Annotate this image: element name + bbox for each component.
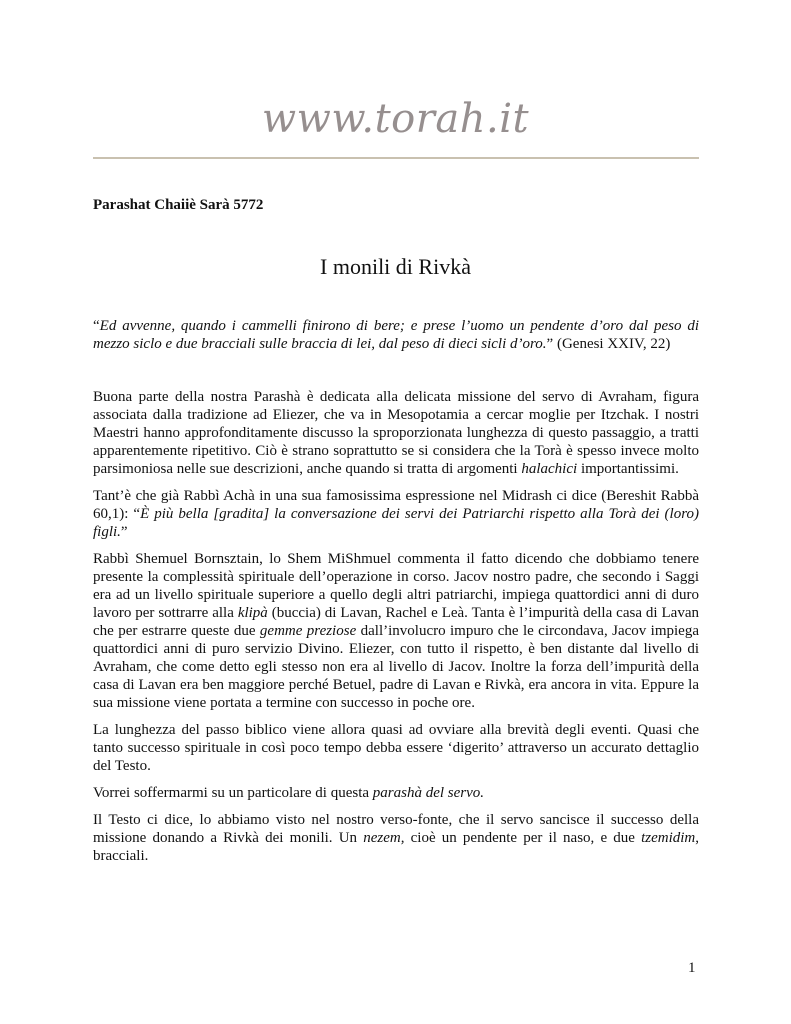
paragraph-emphasis: parashà del servo. bbox=[372, 785, 485, 801]
paragraph-text: Buona parte della nostra Parashà è dedicata alla delicata missione del servo di Avraham, figura associata dalla tradizione ad Eliezer, che va in Mesopotamia a cercar moglie per Itzchak. I nostri Maestri hanno approfonditamente discusso la sproporzionata lunghezza di questo passaggio, a tratti apparentemente ripetitivo. Ciò è strano soprattutto se si considera che la Torà è spesso invece molto parsimoniosa nelle sue descrizioni, anche quando si tratta di argomenti bbox=[93, 389, 699, 477]
paragraph-text: , bracciali. bbox=[93, 830, 700, 864]
paragraph-text: cioè un pendente per il naso, e due bbox=[404, 830, 642, 846]
article-title: I monili di Rivkà bbox=[320, 254, 471, 279]
verse-quote bbox=[93, 317, 699, 353]
article-body bbox=[93, 317, 699, 874]
paragraph-text: Vorrei soffermarmi su un particolare di questa bbox=[93, 785, 373, 801]
paragraph-emphasis: halachici bbox=[521, 461, 578, 477]
paragraph-6 bbox=[93, 811, 699, 865]
paragraph-text: Tant’è che già Rabbì Achà in una sua famosissima espressione nel Midrash ci dice (Bereshit Rabbà 60,1): “ bbox=[93, 488, 699, 522]
paragraph-2 bbox=[93, 487, 699, 541]
paragraph-emphasis: klipà bbox=[237, 605, 268, 621]
paragraph-emphasis: tzemidim bbox=[641, 830, 696, 846]
paragraph-emphasis: È più bella [gradita] la conversazione dei servi dei Patriarchi rispetto alla Torà dei (loro) figli. bbox=[93, 506, 699, 540]
paragraph-4: La lunghezza del passo biblico viene allora quasi ad ovviare alla brevità degli eventi. Quasi che tanto successo spirituale in così poco tempo debba essere ‘digerito’ attraverso un accurato dettaglio del Testo. bbox=[93, 722, 699, 774]
quote-open-mark: “ bbox=[93, 318, 100, 334]
page-number: 1 bbox=[688, 960, 696, 976]
quote-text: Ed avvenne, quando i cammelli finirono di bere; e prese l’uomo un pendente d’oro dal peso di mezzo siclo e due bracciali sulle braccia di lei, dal peso di dieci sicli d’oro. bbox=[93, 318, 699, 352]
paragraph-3 bbox=[93, 550, 699, 712]
quote-close-mark: ” bbox=[546, 336, 554, 352]
paragraph-text: Rabbì Shemuel Bornsztain, lo Shem MiShmuel commenta il fatto dicendo che dobbiamo tenere presente la complessità spirituale dell’operazione in corso. Jacov nostro padre, che secondo i Saggi era ad un livello spirituale superiore a quello degli altri patriarchi, impiega quattordici anni di duro lavoro per sottrarre alla bbox=[93, 551, 699, 621]
paragraph-text: importantissimi. bbox=[577, 461, 679, 477]
paragraph-5 bbox=[93, 784, 699, 802]
paragraph-emphasis: gemme preziose bbox=[259, 623, 357, 639]
quote-source: (Genesi XXIV, 22) bbox=[553, 336, 671, 352]
site-logo: www.torah.it bbox=[261, 96, 530, 142]
paragraph-text: Il Testo ci dice, lo abbiamo visto nel nostro verso-fonte, che il servo sancisce il successo della missione donando a Rivkà dei monili. Un bbox=[93, 812, 699, 846]
paragraph-emphasis: nezem, bbox=[363, 830, 405, 846]
header-divider bbox=[93, 157, 699, 159]
paragraph-text: ” bbox=[120, 524, 128, 540]
paragraph-text: dall’involucro impuro che le circondava, Jacov impiega quattordici anni di puro servizio Divino. Eliezer, con tutto il rispetto, è ben distante dal livello di Avraham, che come detto egli stesso non era al livello di Jacov. Inoltre la forza dell’impurità della casa di Lavan era ben maggiore perché Betuel, padre di Lavan e Rivkà, era ancora in vita. Eppure la sua missione viene portata a termine con successo in poche ore. bbox=[93, 623, 699, 711]
paragraph-1 bbox=[93, 388, 699, 478]
paragraph-text: (buccia) di Lavan, Rachel e Leà. Tanta è l’impurità della casa di Lavan che per estrarre queste due bbox=[93, 605, 699, 639]
parasha-heading: Parashat Chaiiè Sarà 5772 bbox=[93, 197, 264, 213]
